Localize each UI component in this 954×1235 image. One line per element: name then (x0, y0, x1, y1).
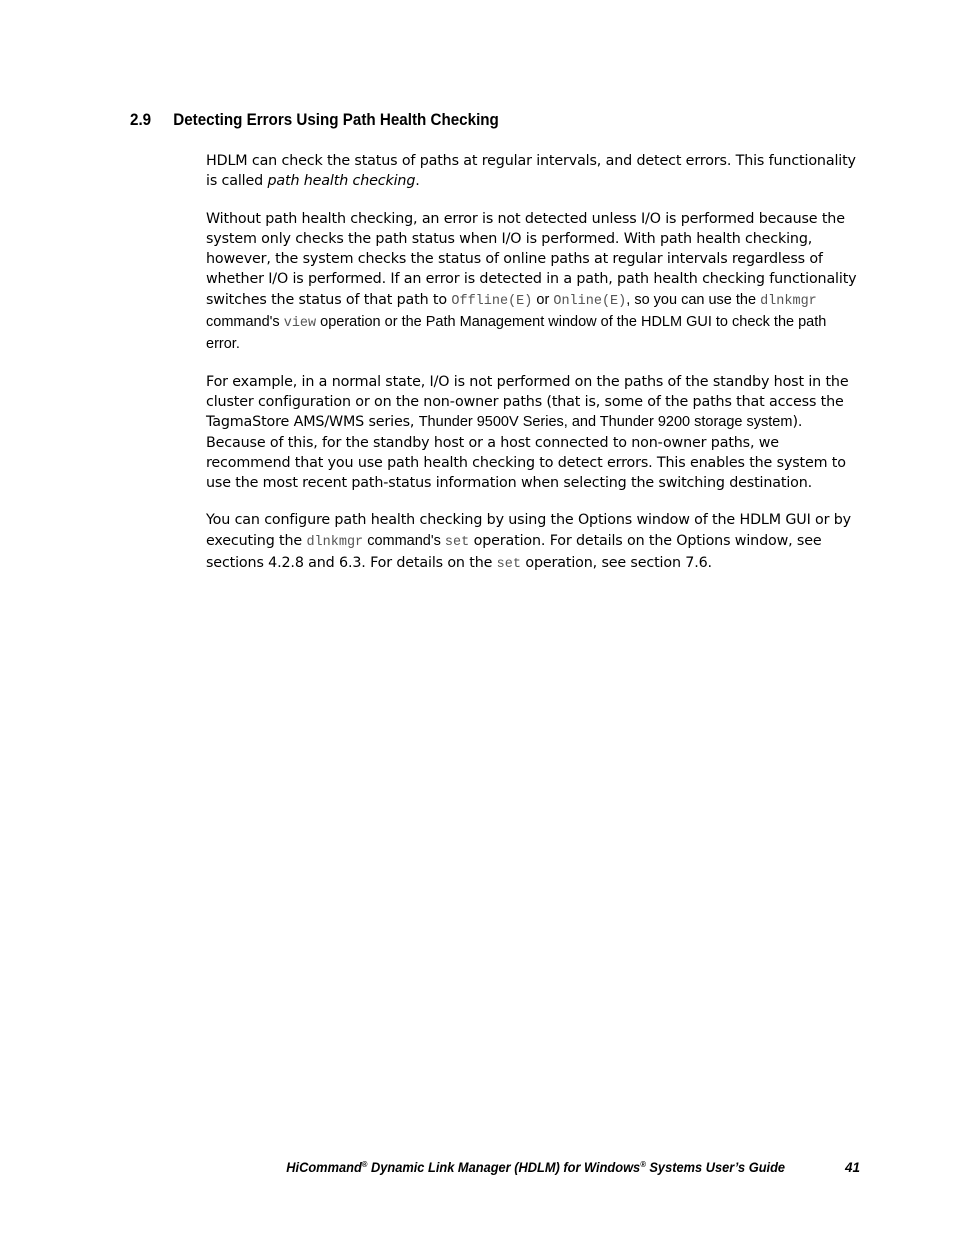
text: or (532, 291, 554, 308)
section-title: Detecting Errors Using Path Health Checking (173, 111, 499, 129)
text: You can configure path health checking by using the Options window of the HDLM GUI or by executing the (206, 512, 851, 549)
text: Thunder 9500V Series, and Thunder 9200 storage system (418, 414, 793, 431)
page-number: 41 (844, 1160, 860, 1175)
section-heading (130, 111, 802, 130)
section-number: 2.9 (130, 111, 152, 129)
code-offline-e: Offline(E) (451, 293, 533, 309)
code-set: set (444, 534, 470, 550)
footer-title (286, 1160, 785, 1175)
section-body (206, 151, 862, 592)
code-dlnkmgr: dlnkmgr (306, 534, 364, 550)
code-online-e: Online(E) (553, 293, 627, 309)
text: . (415, 173, 420, 190)
code-view: view (283, 316, 317, 332)
paragraph-intro (206, 151, 862, 192)
text: , so you can use the (626, 291, 761, 308)
page-footer (130, 1160, 860, 1180)
text: HiCommand (286, 1160, 362, 1175)
term-emphasis: path health checking (267, 173, 416, 190)
text: operation or the Path Management window of the HDLM GUI to check the path error. (206, 314, 827, 353)
text: command's (206, 314, 284, 331)
registered-mark: ® (640, 1160, 646, 1169)
text: operation. For details on the Options window, see sections 4.2.8 and 6.3. For details on the (206, 532, 822, 572)
paragraph-without-health-check (206, 209, 862, 355)
text: ). Because of this, for the standby host or a host connected to non-owner paths, we recommend that you use path health checking to detect errors. This enables the system to use the most recent path-status information when selecting the switching destination. (206, 414, 846, 492)
registered-mark: ® (361, 1160, 368, 1169)
text: Without path health checking, an error is not detected unless I/O is performed because the system only checks the path status when I/O is performed. With path health checking, however, the system checks the status of online paths at regular intervals regardless of whether I/O is performed. If an error is detected in a path, path health checking functionality switches the status of that path to (206, 210, 857, 308)
text: HDLM can check the status of paths at regular intervals, and detect errors. This functionality is called (206, 153, 856, 190)
text: Systems User’s Guide (645, 1160, 785, 1175)
code-set: set (496, 557, 521, 573)
text: command's (363, 532, 445, 549)
paragraph-configure (206, 510, 862, 575)
paragraph-example (206, 372, 862, 494)
text: operation, see section 7.6. (520, 555, 712, 572)
text: Dynamic Link Manager (HDLM) for Windows (367, 1160, 641, 1175)
text: For example, in a normal state, I/O is not performed on the paths of the standby host in the cluster configuration or on the non-owner paths (that is, some of the paths that access the TagmaStore AMS/WMS series, (206, 373, 849, 431)
code-dlnkmgr: dlnkmgr (760, 293, 817, 309)
